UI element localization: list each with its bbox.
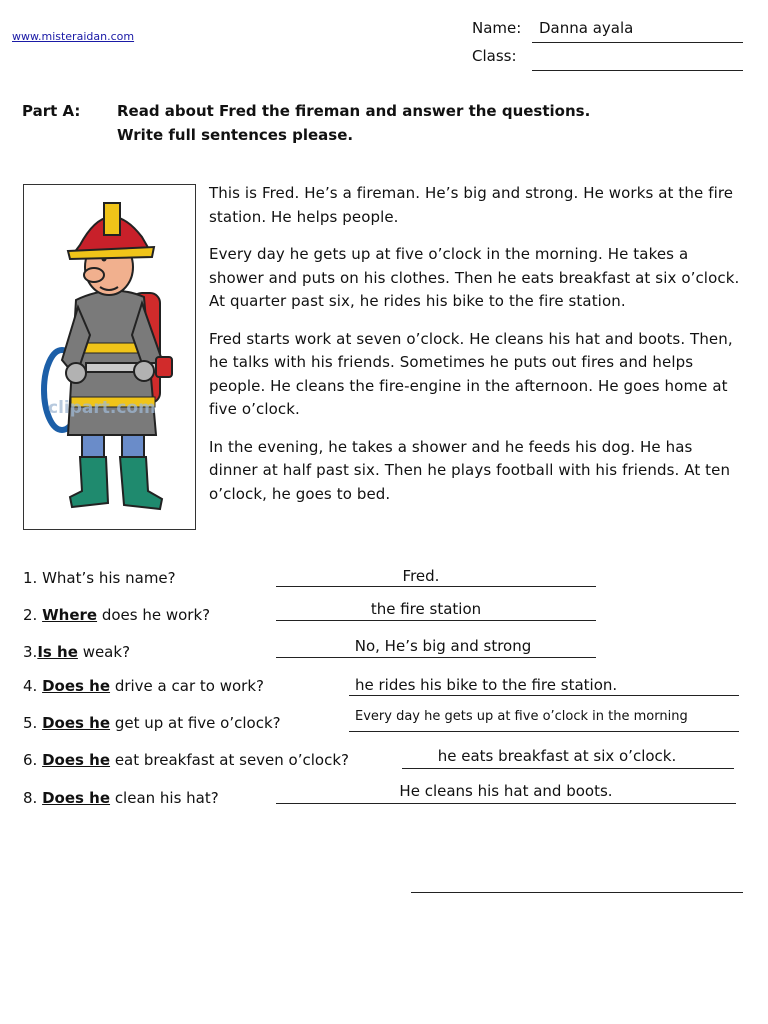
answer-line-5 [349,731,739,732]
answer-line-6 [402,768,734,769]
question-number: 8. [23,789,38,807]
name-field[interactable]: Danna ayala [539,19,634,37]
answer-8[interactable]: He cleans his hat and boots. [399,782,613,800]
story-paragraph: In the evening, he takes a shower and he feeds his dog. He has dinner at half past six. Then he plays football with his friends. At ten o’clock, he goes to bed. [209,437,731,503]
story-paragraph: Fred starts work at seven o’clock. He cleans his hat and boots. Then, he talks with his friends. Sometimes he puts out fires and helps people. He cleans the fire-engine in the afternoon. He goes home at five o’clock. [209,329,733,418]
story-text [209,182,744,520]
question-keyword: Where [42,606,98,624]
story-paragraph: Every day he gets up at five o’clock in the morning. He takes a shower and puts on his clothes. Then he eats breakfast at six o’clock. At quarter past six, he rides his bike to the fire station. [209,245,740,310]
answer-line-3 [276,657,596,658]
question-text: weak? [82,643,131,661]
question-text: drive a car to work? [114,677,264,695]
answer-5[interactable]: Every day he gets up at five o’clock in the morning [355,709,688,724]
question-keyword: Does he [42,751,111,769]
website-link[interactable]: www.misteraidan.com [12,30,135,43]
question-3 [23,643,130,661]
answer-6[interactable]: he eats breakfast at six o’clock. [437,747,677,765]
question-1 [23,569,176,587]
question-number: 5. [23,714,38,732]
class-underline [532,70,743,71]
answer-line-1 [276,586,596,587]
fireman-icon [24,185,195,529]
fireman-picture [23,184,196,530]
question-number: 4. [23,677,38,695]
question-keyword: Does he [42,677,111,695]
answer-1[interactable]: Fred. [402,567,440,585]
question-text: get up at five o’clock? [114,714,281,732]
answer-2[interactable]: the fire station [370,600,482,618]
name-label: Name: [472,19,522,37]
question-text: eat breakfast at seven o’clock? [114,751,349,769]
name-underline [532,42,743,43]
question-text: does he work? [101,606,211,624]
answer-4[interactable]: he rides his bike to the fire station. [355,676,618,694]
blank-answer-line [411,892,743,893]
question-keyword: Does he [42,714,111,732]
answer-line-2 [276,620,596,621]
question-4 [23,677,264,695]
question-8 [23,789,219,807]
question-number: 2. [23,606,38,624]
question-6 [23,751,349,769]
class-label: Class: [472,47,517,65]
question-number: 1. [23,569,38,587]
story-paragraph: This is Fred. He’s a fireman. He’s big and strong. He works at the fire station. He helps people. [209,184,734,226]
question-text: clean his hat? [114,789,219,807]
answer-line-4 [349,695,739,696]
question-2 [23,606,210,624]
clipart-watermark: clipart.com [48,398,156,418]
instruction-line-2: Write full sentences please. [117,126,354,144]
question-5 [23,714,281,732]
question-keyword: Does he [42,789,111,807]
question-number: 6. [23,751,38,769]
part-label: Part A: [22,102,81,120]
answer-line-8 [276,803,736,804]
question-keyword: Is he [37,643,78,661]
question-number: 3. [23,643,38,661]
instruction-line-1: Read about Fred the fireman and answer the questions. [117,102,591,120]
answer-3[interactable]: No, He’s big and strong [354,637,532,655]
question-text: What’s his name? [42,569,176,587]
